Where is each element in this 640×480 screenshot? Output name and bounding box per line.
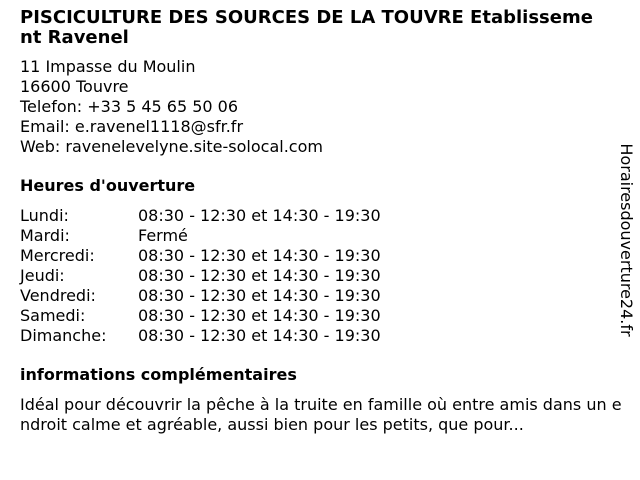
- hours-row: [20, 226, 381, 246]
- day-hours: 08:30 - 12:30 et 14:30 - 19:30: [138, 266, 381, 285]
- day-label: Mercredi:: [20, 246, 95, 265]
- day-label: Vendredi:: [20, 286, 96, 305]
- day-hours: 08:30 - 12:30 et 14:30 - 19:30: [138, 286, 381, 305]
- hours-row: [20, 206, 381, 226]
- day-label: Dimanche:: [20, 326, 107, 345]
- day-label: Mardi:: [20, 226, 70, 245]
- hours-row: [20, 326, 381, 346]
- address-city: 16600 Touvre: [20, 77, 129, 96]
- hours-row: [20, 246, 381, 266]
- email-line: Email: e.ravenel1118@sfr.fr: [20, 117, 244, 136]
- hours-row: [20, 266, 381, 286]
- phone-line: Telefon: +33 5 45 65 50 06: [20, 97, 239, 116]
- address-street: 11 Impasse du Moulin: [20, 57, 196, 76]
- day-label: Lundi:: [20, 206, 69, 225]
- web-line: Web: ravenelevelyne.site-solocal.com: [20, 137, 323, 156]
- day-label: Samedi:: [20, 306, 86, 325]
- day-hours: 08:30 - 12:30 et 14:30 - 19:30: [138, 206, 381, 225]
- info-description: Idéal pour découvrir la pêche à la truite en famille où entre amis dans un endroit calme et agréable, aussi bien pour les petits, que pour...: [20, 395, 622, 434]
- day-label: Jeudi:: [20, 266, 65, 285]
- hours-table: [20, 206, 381, 346]
- hours-row: [20, 306, 381, 326]
- site-brand-vertical: Horairesdouverture24.fr: [617, 143, 636, 337]
- hours-row: [20, 286, 381, 306]
- hours-heading: Heures d'ouverture: [20, 176, 196, 195]
- contact-block: [20, 57, 600, 157]
- day-hours: Fermé: [138, 226, 188, 245]
- business-listing: [20, 7, 622, 435]
- day-hours: 08:30 - 12:30 et 14:30 - 19:30: [138, 246, 381, 265]
- day-hours: 08:30 - 12:30 et 14:30 - 19:30: [138, 326, 381, 345]
- info-heading: informations complémentaires: [20, 365, 297, 384]
- business-name: PISCICULTURE DES SOURCES DE LA TOUVRE Etablissement Ravenel: [20, 7, 593, 48]
- day-hours: 08:30 - 12:30 et 14:30 - 19:30: [138, 306, 381, 325]
